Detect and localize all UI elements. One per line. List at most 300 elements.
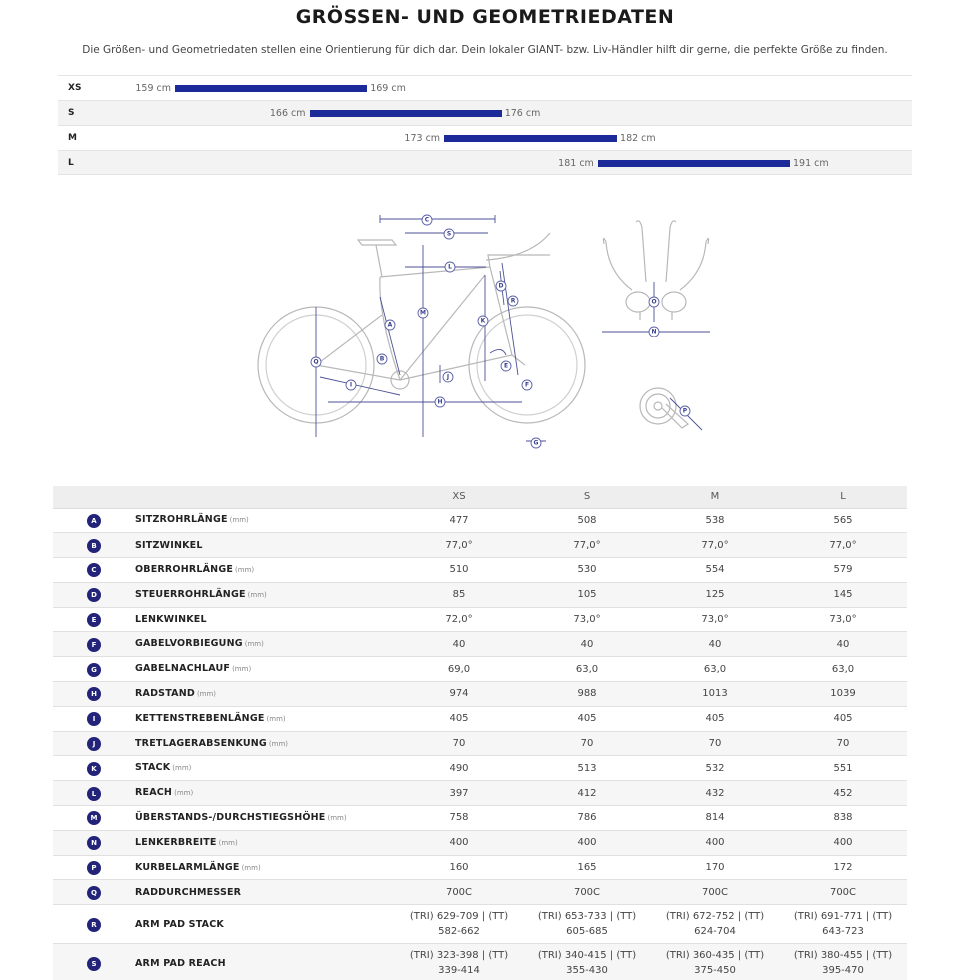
measurement-name-cell [135, 558, 395, 583]
range-min-label: 166 cm [269, 108, 306, 119]
measurement-name-cell [135, 582, 395, 607]
table-row [53, 830, 907, 855]
measurement-unit: (mm) [229, 516, 249, 525]
table-row [53, 508, 907, 533]
value-cell [651, 558, 779, 583]
badge-cell [53, 756, 135, 781]
svg-text:B: B [379, 355, 385, 363]
letter-badge: P [87, 861, 101, 875]
letter-badge: K [87, 762, 101, 776]
table-header-row [53, 486, 907, 508]
value-text: 397 [449, 787, 469, 799]
value-text: 700C [701, 886, 729, 898]
measurement-name-cell [135, 880, 395, 905]
value-cell [779, 830, 907, 855]
value-text: 405 [833, 713, 853, 725]
value-cell [779, 533, 907, 558]
value-text: 70 [836, 738, 850, 750]
value-cell [779, 880, 907, 905]
measurement-unit: (mm) [268, 739, 289, 748]
range-min-label: 181 cm [558, 158, 594, 169]
value-text: 160 [449, 862, 469, 874]
measurement-name: SITZWINKEL [135, 539, 203, 551]
value-cell [523, 756, 651, 781]
badge-cell [53, 508, 135, 533]
letter-badge: G [87, 663, 101, 677]
table-row [53, 905, 907, 944]
value-text: (TRI) 653-733 | (TT) 605-685 [537, 911, 637, 938]
measurement-name-cell [135, 806, 395, 831]
value-cell [651, 632, 779, 657]
size-range-chart [58, 75, 912, 175]
value-cell [523, 706, 651, 731]
value-cell [395, 682, 523, 707]
letter-badge: I [87, 712, 101, 726]
value-text: 165 [577, 862, 597, 874]
svg-text:I: I [349, 381, 353, 389]
value-text: 513 [577, 762, 597, 774]
value-cell [651, 781, 779, 806]
value-text: 72,0° [445, 614, 473, 626]
bike-geometry-diagram [250, 205, 610, 455]
table-row [53, 682, 907, 707]
value-text: 125 [705, 589, 725, 601]
value-text: 85 [452, 589, 466, 601]
value-cell [395, 508, 523, 533]
value-text: (TRI) 340-415 | (TT) 355-430 [537, 950, 637, 977]
header-size-s: S [523, 486, 651, 508]
value-text: 405 [449, 713, 469, 725]
value-cell [395, 706, 523, 731]
badge-cell [53, 830, 135, 855]
value-text: 530 [577, 564, 597, 576]
value-text: 565 [833, 514, 853, 526]
value-text: (TRI) 629-709 | (TT) 582-662 [409, 911, 509, 938]
value-cell [395, 533, 523, 558]
svg-text:F: F [524, 381, 530, 389]
letter-badge: H [87, 687, 101, 701]
handlebar-diagram [596, 212, 716, 337]
badge-cell [53, 944, 135, 980]
letter-badge: S [87, 957, 101, 971]
measurement-name: KURBELARMLÄNGE [135, 861, 240, 873]
size-label: S [68, 108, 75, 118]
size-range-row [58, 75, 912, 100]
geometry-table [53, 486, 907, 980]
value-text: 814 [705, 812, 725, 824]
value-text: 974 [449, 688, 469, 700]
measurement-name: GABELNACHLAUF [135, 663, 231, 675]
value-text: 554 [705, 564, 725, 576]
value-text: 700C [829, 886, 857, 898]
badge-cell [53, 558, 135, 583]
value-text: 40 [452, 638, 466, 650]
measurement-name-cell [135, 855, 395, 880]
measurement-name: LENKERBREITE [135, 836, 217, 848]
value-text: 452 [833, 787, 853, 799]
range-max-label: 169 cm [370, 83, 406, 94]
badge-cell [53, 806, 135, 831]
measurement-name-cell [135, 533, 395, 558]
value-cell [523, 731, 651, 756]
badge-cell [53, 533, 135, 558]
svg-text:A: A [387, 321, 393, 329]
value-cell [523, 582, 651, 607]
value-cell [779, 607, 907, 632]
value-text: 73,0° [701, 614, 729, 626]
value-text: 63,0 [703, 663, 727, 675]
table-row [53, 607, 907, 632]
value-cell [523, 830, 651, 855]
range-bar [310, 110, 502, 117]
value-cell [395, 607, 523, 632]
value-cell [395, 855, 523, 880]
table-row [53, 632, 907, 657]
measurement-name: KETTENSTREBENLÄNGE [135, 712, 265, 724]
range-bar [444, 135, 617, 142]
value-text: 70 [708, 738, 722, 750]
badge-cell [53, 706, 135, 731]
measurement-unit: (mm) [235, 565, 255, 574]
table-row [53, 781, 907, 806]
badge-cell [53, 781, 135, 806]
table-row [53, 944, 907, 980]
value-text: 551 [833, 762, 853, 774]
value-text: 400 [705, 837, 725, 849]
value-text: 400 [449, 837, 469, 849]
value-text: 700C [445, 886, 473, 898]
value-cell [523, 607, 651, 632]
value-cell [779, 855, 907, 880]
measurement-name-cell [135, 756, 395, 781]
value-cell [651, 533, 779, 558]
badge-cell [53, 855, 135, 880]
value-cell [651, 944, 779, 980]
badge-cell [53, 632, 135, 657]
value-cell [651, 657, 779, 682]
value-text: 77,0° [701, 539, 729, 551]
measurement-unit: (mm) [266, 714, 286, 723]
value-cell [779, 682, 907, 707]
measurement-name-cell [135, 830, 395, 855]
svg-text:G: G [533, 439, 539, 447]
value-text: 758 [449, 812, 469, 824]
value-text: 40 [580, 638, 594, 650]
value-cell [523, 944, 651, 980]
svg-text:H: H [437, 398, 443, 406]
value-text: (TRI) 323-398 | (TT) 339-414 [409, 950, 509, 977]
measurement-unit: (mm) [218, 838, 238, 847]
table-row [53, 855, 907, 880]
value-cell [651, 880, 779, 905]
table-row [53, 533, 907, 558]
value-cell [395, 756, 523, 781]
letter-badge: M [87, 811, 101, 825]
letter-badge: E [87, 613, 101, 627]
value-cell [395, 632, 523, 657]
value-text: 1039 [830, 688, 856, 700]
value-cell [779, 508, 907, 533]
value-cell [523, 657, 651, 682]
letter-badge: F [87, 638, 101, 652]
value-cell [395, 905, 523, 944]
letter-badge: A [87, 514, 101, 528]
letter-badge: N [87, 836, 101, 850]
value-text: 170 [705, 862, 725, 874]
svg-text:O: O [651, 298, 657, 306]
svg-text:Q: Q [313, 358, 319, 366]
value-cell [779, 582, 907, 607]
table-row [53, 558, 907, 583]
value-cell [779, 558, 907, 583]
value-text: 412 [577, 787, 597, 799]
measurement-name: STEUERROHRLÄNGE [135, 588, 246, 600]
measurement-unit: (mm) [327, 813, 347, 822]
value-text: 400 [833, 837, 853, 849]
page-title: GRÖSSEN- UND GEOMETRIEDATEN [295, 6, 675, 28]
value-text: 70 [452, 738, 466, 750]
value-cell [523, 533, 651, 558]
badge-cell [53, 731, 135, 756]
value-cell [779, 806, 907, 831]
size-range-row [58, 100, 912, 125]
value-text: 77,0° [573, 539, 601, 551]
value-cell [395, 582, 523, 607]
value-text: (TRI) 360-435 | (TT) 375-450 [665, 950, 765, 977]
value-cell [395, 944, 523, 980]
value-text: (TRI) 672-752 | (TT) 624-704 [665, 911, 765, 938]
value-text: 63,0 [831, 663, 855, 675]
measurement-name: ARM PAD STACK [135, 918, 224, 930]
badge-cell [53, 657, 135, 682]
value-text: 838 [833, 812, 853, 824]
header-badge [53, 486, 135, 508]
value-text: 77,0° [829, 539, 857, 551]
measurement-unit: (mm) [174, 789, 194, 798]
value-cell [651, 508, 779, 533]
value-text: 172 [833, 862, 853, 874]
measurement-name-cell [135, 508, 395, 533]
svg-text:R: R [510, 297, 516, 305]
letter-badge: C [87, 563, 101, 577]
range-bar [598, 160, 790, 167]
value-cell [395, 880, 523, 905]
value-cell [523, 855, 651, 880]
measurement-name: ÜBERSTANDS-/DURCHSTIEGSHÖHE [135, 811, 326, 823]
badge-cell [53, 905, 135, 944]
value-text: 432 [705, 787, 725, 799]
value-cell [523, 905, 651, 944]
measurement-unit: (mm) [232, 665, 252, 674]
value-text: 73,0° [829, 614, 857, 626]
size-range-row [58, 125, 912, 150]
svg-text:K: K [480, 317, 486, 325]
value-text: 988 [577, 688, 597, 700]
measurement-name: TRETLAGERABSENKUNG [135, 737, 267, 749]
table-row [53, 657, 907, 682]
badge-cell [53, 582, 135, 607]
value-text: (TRI) 380-455 | (TT) 395-470 [793, 950, 893, 977]
letter-badge: R [87, 918, 101, 932]
measurement-name: STACK [135, 762, 171, 774]
value-cell [523, 806, 651, 831]
badge-cell [53, 607, 135, 632]
table-row [53, 806, 907, 831]
value-text: 532 [705, 762, 725, 774]
value-cell [395, 781, 523, 806]
value-text: 700C [573, 886, 601, 898]
badge-cell [53, 682, 135, 707]
letter-badge: D [87, 588, 101, 602]
value-cell [395, 657, 523, 682]
value-cell [779, 632, 907, 657]
value-cell [651, 830, 779, 855]
value-cell [523, 632, 651, 657]
size-label: M [68, 133, 77, 143]
header-size-l: L [779, 486, 907, 508]
measurement-name-cell [135, 632, 395, 657]
svg-text:L: L [448, 263, 452, 271]
measurement-name-cell [135, 731, 395, 756]
value-text: 405 [577, 713, 597, 725]
value-text: (TRI) 691-771 | (TT) 643-723 [793, 911, 893, 938]
value-text: 77,0° [445, 539, 473, 551]
svg-text:D: D [498, 282, 504, 290]
measurement-unit: (mm) [196, 689, 217, 698]
value-cell [651, 582, 779, 607]
range-max-label: 176 cm [504, 108, 541, 119]
measurement-unit: (mm) [244, 640, 264, 649]
crankset-diagram [636, 378, 716, 438]
measurement-name: RADDURCHMESSER [135, 886, 242, 898]
svg-text:C: C [424, 216, 430, 224]
table-row [53, 880, 907, 905]
table-row [53, 706, 907, 731]
value-cell [523, 558, 651, 583]
measurement-name: REACH [135, 787, 173, 799]
range-bar [175, 85, 367, 92]
table-row [53, 756, 907, 781]
value-cell [651, 806, 779, 831]
measurement-unit: (mm) [241, 863, 261, 872]
value-cell [523, 880, 651, 905]
value-cell [395, 830, 523, 855]
value-text: 73,0° [573, 614, 601, 626]
measurement-name-cell [135, 657, 395, 682]
header-name [135, 486, 395, 508]
value-cell [779, 706, 907, 731]
letter-badge: L [87, 787, 101, 801]
value-text: 477 [449, 514, 469, 526]
value-cell [395, 558, 523, 583]
value-cell [523, 508, 651, 533]
value-cell [651, 756, 779, 781]
badge-cell [53, 880, 135, 905]
measurement-name: RADSTAND [135, 687, 195, 699]
value-cell [779, 731, 907, 756]
value-cell [651, 731, 779, 756]
measurement-name-cell [135, 905, 395, 944]
range-max-label: 191 cm [793, 158, 829, 169]
measurement-name-cell [135, 944, 395, 980]
table-row [53, 731, 907, 756]
value-cell [651, 855, 779, 880]
value-cell [523, 781, 651, 806]
value-text: 510 [449, 564, 469, 576]
measurement-name: OBERROHRLÄNGE [135, 563, 234, 575]
measurement-name-cell [135, 607, 395, 632]
value-text: 400 [577, 837, 597, 849]
table-row [53, 582, 907, 607]
intro-text: Die Größen- und Geometriedaten stellen eine Orientierung für dich dar. Dein lokaler GIANT- bzw. Liv-Händler hilft dir gerne, die perfekte Größe zu finden. [82, 44, 888, 56]
value-text: 1013 [702, 688, 728, 700]
value-cell [523, 682, 651, 707]
measurement-name: LENKWINKEL [135, 614, 207, 626]
value-cell [395, 731, 523, 756]
size-range-row [58, 150, 912, 175]
value-cell [395, 806, 523, 831]
size-label: XS [68, 83, 82, 93]
value-text: 70 [580, 738, 594, 750]
value-cell [651, 706, 779, 731]
value-text: 508 [577, 514, 597, 526]
value-cell [651, 607, 779, 632]
svg-text:E: E [503, 362, 509, 370]
svg-text:M: M [420, 309, 426, 317]
value-text: 63,0 [575, 663, 599, 675]
value-cell [779, 944, 907, 980]
value-text: 40 [708, 638, 722, 650]
value-text: 490 [449, 762, 469, 774]
measurement-unit: (mm) [172, 764, 192, 773]
letter-badge: Q [87, 886, 101, 900]
size-label: L [68, 158, 74, 168]
value-text: 145 [833, 589, 853, 601]
value-cell [779, 905, 907, 944]
svg-text:S: S [446, 230, 452, 238]
value-text: 405 [705, 713, 725, 725]
value-cell [779, 781, 907, 806]
header-size-m: M [651, 486, 779, 508]
value-cell [779, 756, 907, 781]
measurement-name: GABELVORBIEGUNG [135, 638, 243, 650]
svg-text:P: P [682, 407, 688, 415]
measurement-name-cell [135, 682, 395, 707]
value-text: 538 [705, 514, 725, 526]
measurement-name: SITZROHRLÄNGE [135, 514, 228, 526]
value-cell [779, 657, 907, 682]
measurement-name: ARM PAD REACH [135, 957, 226, 969]
range-min-label: 159 cm [135, 83, 171, 94]
value-text: 69,0 [447, 663, 471, 675]
value-text: 786 [577, 812, 597, 824]
value-text: 40 [836, 638, 850, 650]
measurement-name-cell [135, 706, 395, 731]
measurement-unit: (mm) [247, 590, 267, 599]
value-text: 105 [577, 589, 597, 601]
value-text: 579 [833, 564, 853, 576]
letter-badge: J [87, 737, 101, 751]
svg-text:J: J [446, 373, 450, 381]
svg-text:N: N [651, 328, 657, 336]
value-cell [651, 905, 779, 944]
measurement-name-cell [135, 781, 395, 806]
range-max-label: 182 cm [620, 133, 656, 144]
value-cell [651, 682, 779, 707]
header-size-xs: XS [395, 486, 523, 508]
letter-badge: B [87, 539, 101, 553]
range-min-label: 173 cm [404, 133, 441, 144]
